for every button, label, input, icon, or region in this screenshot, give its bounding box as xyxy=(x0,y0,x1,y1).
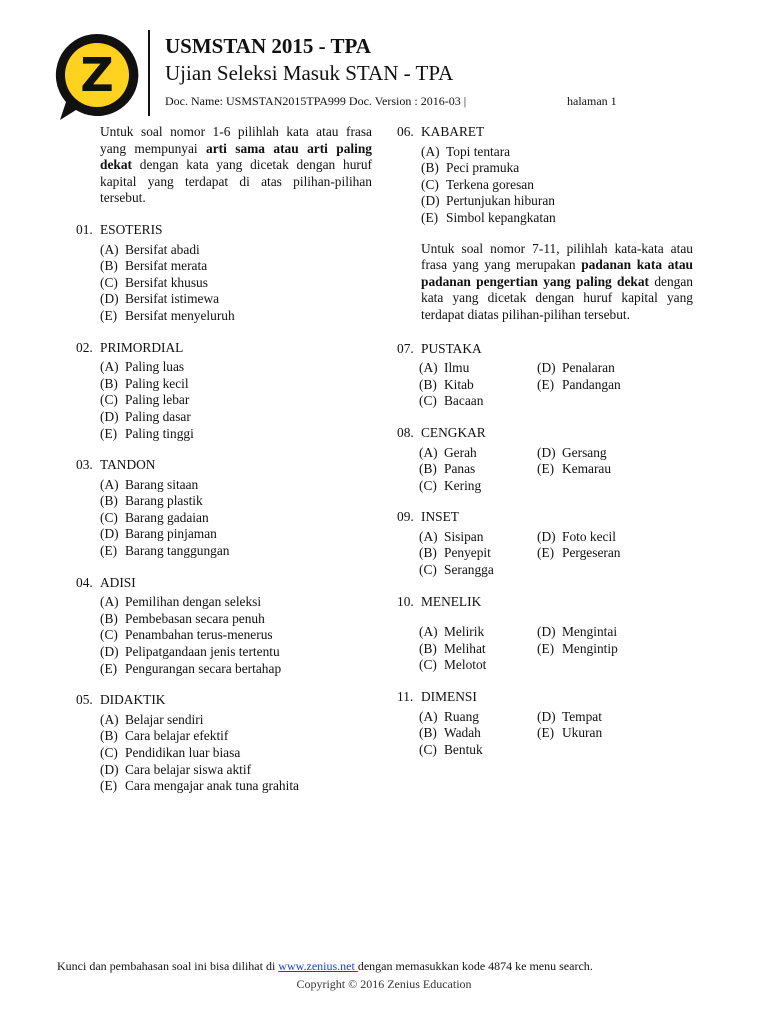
question xyxy=(397,594,693,674)
option-letter: (E) xyxy=(537,640,555,656)
answer-option[interactable] xyxy=(100,493,372,510)
option-letter: (D) xyxy=(537,444,556,460)
answer-option[interactable] xyxy=(421,160,693,177)
doc-subtitle: Ujian Seleksi Masuk STAN - TPA xyxy=(165,61,454,85)
question-header xyxy=(76,692,372,709)
question-header xyxy=(397,425,693,442)
answer-option[interactable] xyxy=(421,177,693,194)
option-text: Mengintip xyxy=(562,640,618,656)
option-letter: (B) xyxy=(100,728,118,744)
question-number: 03. xyxy=(76,457,93,473)
option-letter: (E) xyxy=(537,725,555,741)
option-text: Pembebasan secara penuh xyxy=(125,610,265,626)
option-text: Barang sitaan xyxy=(125,476,199,492)
zenius-logo-icon xyxy=(52,30,142,122)
option-letter: (E) xyxy=(421,209,439,225)
answer-option[interactable] xyxy=(100,712,372,729)
answer-option[interactable] xyxy=(100,728,372,745)
option-letter: (A) xyxy=(421,143,440,159)
question-number: 11. xyxy=(397,689,414,705)
option-letter: (D) xyxy=(100,526,119,542)
option-text: Kering xyxy=(444,477,482,493)
option-text: Paling kecil xyxy=(125,375,189,391)
option-letter: (C) xyxy=(419,477,437,493)
option-text: Penalaran xyxy=(562,360,615,376)
option-text: Pemilihan dengan seleksi xyxy=(125,594,262,610)
option-list xyxy=(100,477,372,560)
answer-option[interactable] xyxy=(537,461,717,478)
option-letter: (D) xyxy=(100,761,119,777)
option-letter: (A) xyxy=(100,241,119,257)
answer-option[interactable] xyxy=(537,529,717,546)
option-text: Gersang xyxy=(562,444,607,460)
question-number: 02. xyxy=(76,339,93,355)
option-list xyxy=(419,360,693,410)
option-text: Melihat xyxy=(444,640,486,656)
option-letter: (E) xyxy=(537,376,555,392)
option-letter: (A) xyxy=(419,708,438,724)
question-number: 05. xyxy=(76,692,93,708)
option-text: Sisipan xyxy=(444,528,484,544)
question-word: PRIMORDIAL xyxy=(100,339,184,355)
option-text: Cara mengajar anak tuna grahita xyxy=(125,778,299,794)
questions-right-top xyxy=(397,124,693,227)
question xyxy=(397,425,693,494)
option-letter: (D) xyxy=(421,193,440,209)
option-text: Bersifat khusus xyxy=(125,274,208,290)
option-text: Melotot xyxy=(444,657,487,673)
answer-option[interactable] xyxy=(421,210,693,227)
answer-option[interactable] xyxy=(100,392,372,409)
answer-option[interactable] xyxy=(100,477,372,494)
answer-option[interactable] xyxy=(421,144,693,161)
answer-option[interactable] xyxy=(100,510,372,527)
question xyxy=(397,509,693,578)
option-letter: (C) xyxy=(100,509,118,525)
answer-option[interactable] xyxy=(100,275,372,292)
question-number: 10. xyxy=(397,593,414,609)
option-letter: (A) xyxy=(100,476,119,492)
answer-option[interactable] xyxy=(419,377,537,394)
option-text: Paling dasar xyxy=(125,408,191,424)
option-text: Ukuran xyxy=(562,725,603,741)
answer-option[interactable] xyxy=(419,529,537,546)
option-list xyxy=(100,242,372,325)
question-word: DIMENSI xyxy=(421,689,477,705)
questions-right-bottom xyxy=(397,341,693,759)
option-text: Bersifat abadi xyxy=(125,241,200,257)
left-column xyxy=(76,124,372,810)
answer-option[interactable] xyxy=(419,624,537,641)
question-number: 09. xyxy=(397,509,414,525)
option-text: Barang gadaian xyxy=(125,509,209,525)
question-number: 07. xyxy=(397,340,414,356)
option-letter: (D) xyxy=(537,528,556,544)
option-text: Panas xyxy=(444,461,476,477)
option-letter: (B) xyxy=(419,725,437,741)
option-text: Cara belajar efektif xyxy=(125,728,229,744)
option-text: Barang plastik xyxy=(125,493,203,509)
answer-option[interactable] xyxy=(419,545,537,562)
option-letter: (C) xyxy=(421,176,439,192)
option-text: Barang tanggungan xyxy=(125,543,230,559)
question xyxy=(76,222,372,325)
question-header xyxy=(76,222,372,239)
option-letter: (B) xyxy=(100,375,118,391)
answer-option[interactable] xyxy=(419,725,537,742)
option-letter: (C) xyxy=(419,393,437,409)
instructions-7-11: Untuk soal nomor 7-11, pilihlah kata-kata atau frasa yang yang merupakan padanan kata atau padanan pengertian yang paling dekat dengan kata yang dicetak dengan huruf kapital yang terdapat diatas pilihan-pilihan tersebut. xyxy=(421,240,693,322)
option-list xyxy=(419,709,693,759)
doc-title: USMSTAN 2015 - TPA xyxy=(165,34,371,58)
zenius-link[interactable]: www.zenius.net xyxy=(278,959,358,973)
option-text: Penyepit xyxy=(444,545,491,561)
answer-option[interactable] xyxy=(100,594,372,611)
option-letter: (E) xyxy=(100,425,118,441)
question-word: TANDON xyxy=(100,457,156,473)
option-text: Paling lebar xyxy=(125,392,190,408)
answer-option[interactable] xyxy=(419,657,537,674)
option-text: Bentuk xyxy=(444,741,483,757)
answer-option[interactable] xyxy=(419,562,537,579)
option-letter: (D) xyxy=(100,408,119,424)
option-letter: (C) xyxy=(419,741,437,757)
question-header xyxy=(76,340,372,357)
answer-option[interactable] xyxy=(100,426,372,443)
option-text: Bersifat menyeluruh xyxy=(125,307,235,323)
option-list xyxy=(100,359,372,442)
option-letter: (C) xyxy=(100,745,118,760)
answer-option[interactable] xyxy=(419,445,537,462)
footer-note: Kunci dan pembahasan soal ini bisa dilihat di www.zenius.net dengan memasukkan kode 4874 ke menu search. xyxy=(57,959,593,973)
option-text: Bersifat merata xyxy=(125,258,208,274)
answer-option[interactable] xyxy=(100,409,372,426)
option-letter: (A) xyxy=(100,359,119,375)
option-letter: (C) xyxy=(419,562,437,578)
option-text: Pergeseran xyxy=(562,545,621,561)
question-word: MENELIK xyxy=(421,593,482,609)
option-letter: (B) xyxy=(419,376,437,392)
option-letter: (D) xyxy=(100,644,119,660)
question xyxy=(76,457,372,560)
doc-name-version: Doc. Name: USMSTAN2015TPA999 Doc. Version : 2016-03 | xyxy=(165,94,467,108)
option-letter: (D) xyxy=(537,624,556,640)
option-letter: (E) xyxy=(100,543,118,559)
question-word: ADISI xyxy=(100,574,136,590)
option-list xyxy=(419,445,693,495)
option-letter: (A) xyxy=(419,360,438,376)
option-letter: (E) xyxy=(537,545,555,561)
questions-left xyxy=(76,222,372,795)
question xyxy=(397,689,693,758)
option-letter: (B) xyxy=(419,461,437,477)
option-text: Pandangan xyxy=(562,376,621,392)
option-text: Bersifat istimewa xyxy=(125,291,220,307)
option-list xyxy=(100,712,372,795)
question-number: 04. xyxy=(76,574,93,590)
option-letter: (D) xyxy=(100,291,119,307)
answer-option[interactable] xyxy=(100,543,372,560)
answer-option[interactable] xyxy=(537,360,717,377)
option-letter: (C) xyxy=(100,274,118,290)
question-word: PUSTAKA xyxy=(421,340,482,356)
answer-option[interactable] xyxy=(100,526,372,543)
option-text: Tempat xyxy=(562,708,602,724)
answer-option[interactable] xyxy=(100,376,372,393)
answer-option[interactable] xyxy=(419,641,537,658)
answer-option[interactable] xyxy=(421,193,693,210)
question xyxy=(76,575,372,678)
copyright: Copyright © 2016 Zenius Education xyxy=(296,977,472,991)
option-letter: (A) xyxy=(419,624,438,640)
option-letter: (B) xyxy=(100,258,118,274)
question-word: ESOTERIS xyxy=(100,221,163,237)
option-list xyxy=(100,594,372,677)
answer-option[interactable] xyxy=(100,611,372,628)
option-letter: (A) xyxy=(100,594,119,610)
answer-option[interactable] xyxy=(537,445,717,462)
answer-option[interactable] xyxy=(537,545,717,562)
answer-option[interactable] xyxy=(100,308,372,325)
answer-option[interactable] xyxy=(100,778,372,795)
question-word: CENGKAR xyxy=(421,424,486,440)
answer-option[interactable] xyxy=(100,359,372,376)
question-word: KABARET xyxy=(421,124,485,139)
option-text: Simbol kepangkatan xyxy=(446,209,556,225)
answer-option[interactable] xyxy=(419,478,537,495)
question xyxy=(397,124,693,227)
answer-option[interactable] xyxy=(100,242,372,259)
option-text: Pertunjukan hiburan xyxy=(446,193,555,209)
header-divider xyxy=(148,30,150,116)
question-word: INSET xyxy=(421,509,459,525)
option-letter: (B) xyxy=(419,640,437,656)
answer-option[interactable] xyxy=(100,745,372,762)
page-number: halaman 1 xyxy=(567,94,617,108)
question xyxy=(76,692,372,795)
question-word: DIDAKTIK xyxy=(100,692,166,708)
logo-letter: Z xyxy=(80,48,114,102)
option-text: Pendidikan luar biasa xyxy=(125,745,241,760)
option-text: Kitab xyxy=(444,376,474,392)
option-letter: (B) xyxy=(421,160,439,176)
option-letter: (E) xyxy=(100,778,118,794)
answer-option[interactable] xyxy=(419,742,537,759)
question-header xyxy=(397,124,693,141)
answer-option[interactable] xyxy=(537,725,717,742)
option-text: Cara belajar siswa aktif xyxy=(125,761,252,777)
option-text: Topi tentara xyxy=(446,143,511,159)
option-letter: (C) xyxy=(100,392,118,408)
option-letter: (A) xyxy=(419,444,438,460)
option-letter: (C) xyxy=(100,627,118,643)
option-letter: (D) xyxy=(537,708,556,724)
question xyxy=(76,340,372,443)
question-header xyxy=(397,689,693,706)
option-letter: (A) xyxy=(419,528,438,544)
option-letter: (E) xyxy=(100,660,118,676)
option-text: Gerah xyxy=(444,444,477,460)
option-text: Barang pinjaman xyxy=(125,526,217,542)
answer-option[interactable] xyxy=(100,291,372,308)
option-text: Serangga xyxy=(444,562,494,578)
option-letter: (B) xyxy=(100,610,118,626)
instructions-1-6: Untuk soal nomor 1-6 pilihlah kata atau frasa yang mempunyai arti sama atau arti paling dekat dengan kata yang dicetak dengan huruf kapital yang terdapat di atas pilihan-pilihan tersebut. xyxy=(100,124,372,206)
answer-option[interactable] xyxy=(537,624,717,641)
option-text: Ruang xyxy=(444,708,479,724)
option-letter: (D) xyxy=(537,360,556,376)
option-text: Ilmu xyxy=(444,360,470,376)
option-text: Kemarau xyxy=(562,461,612,477)
question-number: 08. xyxy=(397,424,414,440)
answer-option[interactable] xyxy=(100,258,372,275)
doc-info xyxy=(165,94,617,109)
option-letter: (B) xyxy=(100,493,118,509)
option-text: Peci pramuka xyxy=(446,160,520,176)
option-text: Mengintai xyxy=(562,624,618,640)
question xyxy=(397,341,693,410)
answer-option[interactable] xyxy=(100,661,372,678)
question-number: 01. xyxy=(76,221,93,237)
answer-option[interactable] xyxy=(100,762,372,779)
option-text: Penambahan terus-menerus xyxy=(125,627,273,643)
option-text: Pengurangan secara bertahap xyxy=(125,660,282,676)
question-header xyxy=(397,341,693,358)
option-text: Bacaan xyxy=(444,393,484,409)
option-text: Belajar sendiri xyxy=(125,711,204,727)
option-text: Foto kecil xyxy=(562,528,616,544)
question-header xyxy=(397,509,693,526)
option-letter: (E) xyxy=(537,461,555,477)
answer-option[interactable] xyxy=(419,461,537,478)
option-list xyxy=(421,144,693,227)
option-list xyxy=(419,624,693,674)
option-text: Paling tinggi xyxy=(125,425,194,441)
option-list xyxy=(419,529,693,579)
option-text: Melirik xyxy=(444,624,485,640)
answer-option[interactable] xyxy=(537,377,717,394)
answer-option[interactable] xyxy=(419,709,537,726)
option-letter: (A) xyxy=(100,711,119,727)
option-letter: (C) xyxy=(419,657,437,673)
option-letter: (B) xyxy=(419,545,437,561)
answer-option[interactable] xyxy=(100,644,372,661)
option-text: Pelipatgandaan jenis tertentu xyxy=(125,644,280,660)
answer-option[interactable] xyxy=(100,627,372,644)
question-header xyxy=(76,457,372,474)
option-text: Terkena goresan xyxy=(446,176,534,192)
question-number: 06. xyxy=(397,124,414,139)
question-header xyxy=(76,575,372,592)
option-letter: (E) xyxy=(100,307,118,323)
answer-option[interactable] xyxy=(537,709,717,726)
answer-option[interactable] xyxy=(537,641,717,658)
option-text: Paling luas xyxy=(125,359,185,375)
answer-option[interactable] xyxy=(419,360,537,377)
option-text: Wadah xyxy=(444,725,481,741)
question-header xyxy=(397,594,693,611)
answer-option[interactable] xyxy=(419,393,537,410)
right-column xyxy=(397,124,693,773)
